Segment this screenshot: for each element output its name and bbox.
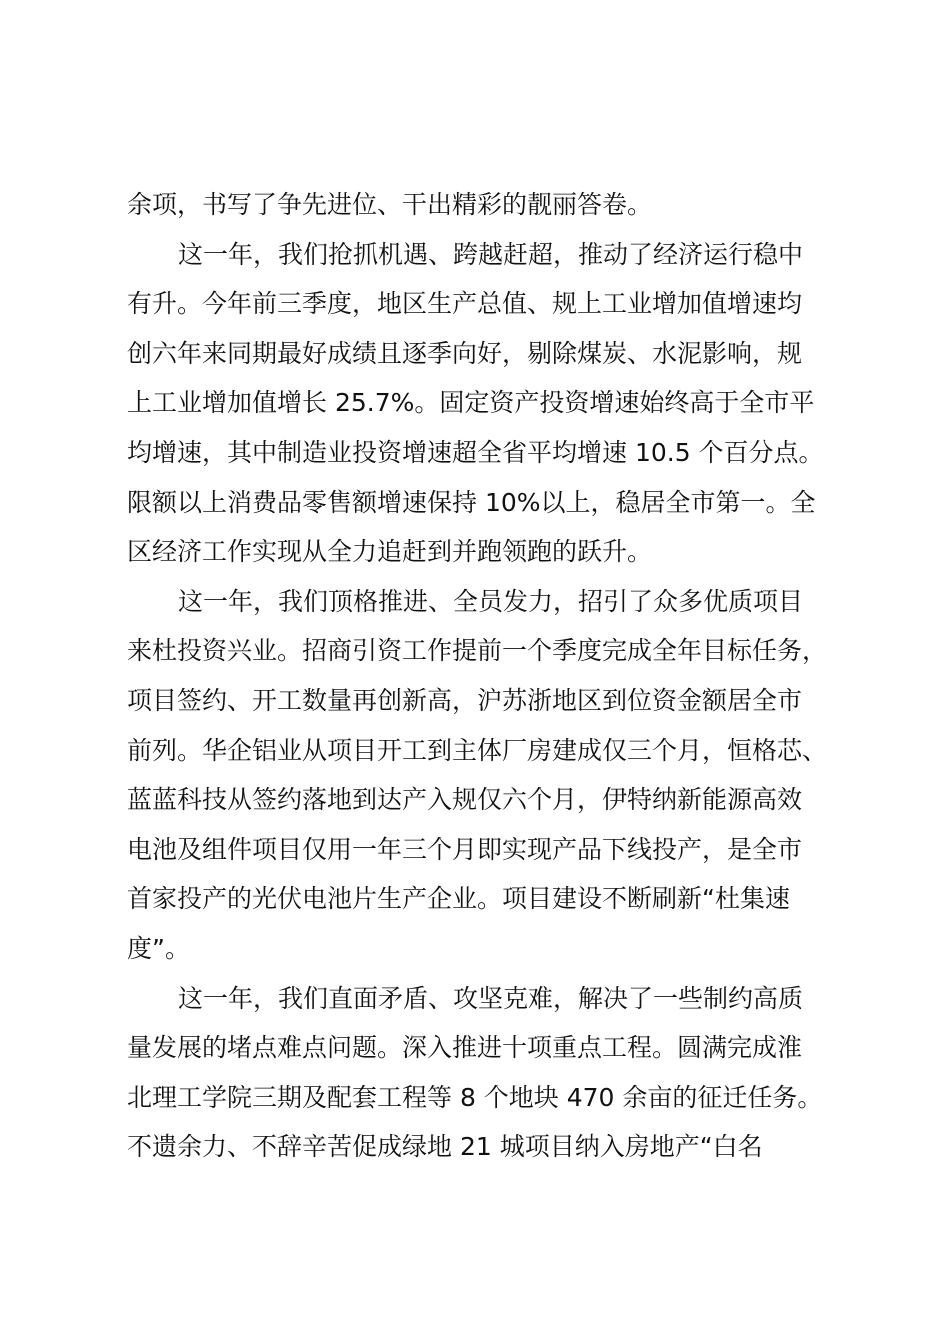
text-line: 前列。华企铝业从项目开工到主体厂房建成仅三个月，恒格芯、 bbox=[127, 735, 828, 765]
text-line: 首家投产的光伏电池片生产企业。项目建设不断刷新“杜集速 bbox=[127, 884, 790, 914]
document-body bbox=[127, 180, 837, 1172]
text-line: 限额以上消费品零售额增速保持 10%以上，稳居全市第一。全 bbox=[127, 487, 816, 517]
paragraph-first-line: 这一年，我们直面矛盾、攻坚克难，解决了一些制约高质 bbox=[178, 983, 804, 1013]
text-line: 北理工学院三期及配套工程等 8 个地块 470 余亩的征迁任务。 bbox=[127, 1082, 823, 1112]
paragraph-first-line: 这一年，我们顶格推进、全员发力，招引了众多优质项目 bbox=[178, 586, 804, 616]
text-line: 余项，书写了争先进位、干出精彩的靓丽答卷。 bbox=[127, 190, 653, 219]
text-line: 来杜投资兴业。招商引资工作提前一个季度完成全年目标任务， bbox=[127, 636, 828, 666]
text-line: 有升。今年前三季度，地区生产总值、规上工业增加值增速均 bbox=[127, 289, 803, 319]
text-line: 项目签约、开工数量再创新高，沪苏浙地区到位资金额居全市 bbox=[127, 685, 803, 715]
text-line: 上工业增加值增长 25.7%。固定资产投资增速始终高于全市平 bbox=[127, 388, 815, 418]
text-line: 均增速，其中制造业投资增速超全省平均增速 10.5 个百分点。 bbox=[127, 437, 824, 467]
text-line: 创六年来同期最好成绩且逐季向好，剔除煤炭、水泥影响，规 bbox=[127, 338, 803, 368]
text-line: 度”。 bbox=[127, 933, 190, 963]
paragraph-first-line: 这一年，我们抢抓机遇、跨越赶超，推动了经济运行稳中 bbox=[178, 239, 804, 269]
text-line: 量发展的堵点难点问题。深入推进十项重点工程。圆满完成淮 bbox=[127, 1033, 803, 1063]
text-line: 蓝蓝科技从签约落地到达产入规仅六个月，伊特纳新能源高效 bbox=[127, 785, 803, 815]
text-line: 区经济工作实现从全力追赶到并跑领跑的跃升。 bbox=[127, 537, 653, 567]
text-line: 电池及组件项目仅用一年三个月即实现产品下线投产，是全市 bbox=[127, 834, 803, 864]
text-line: 不遗余力、不辞辛苦促成绿地 21 城项目纳入房地产“白名 bbox=[127, 1132, 763, 1162]
